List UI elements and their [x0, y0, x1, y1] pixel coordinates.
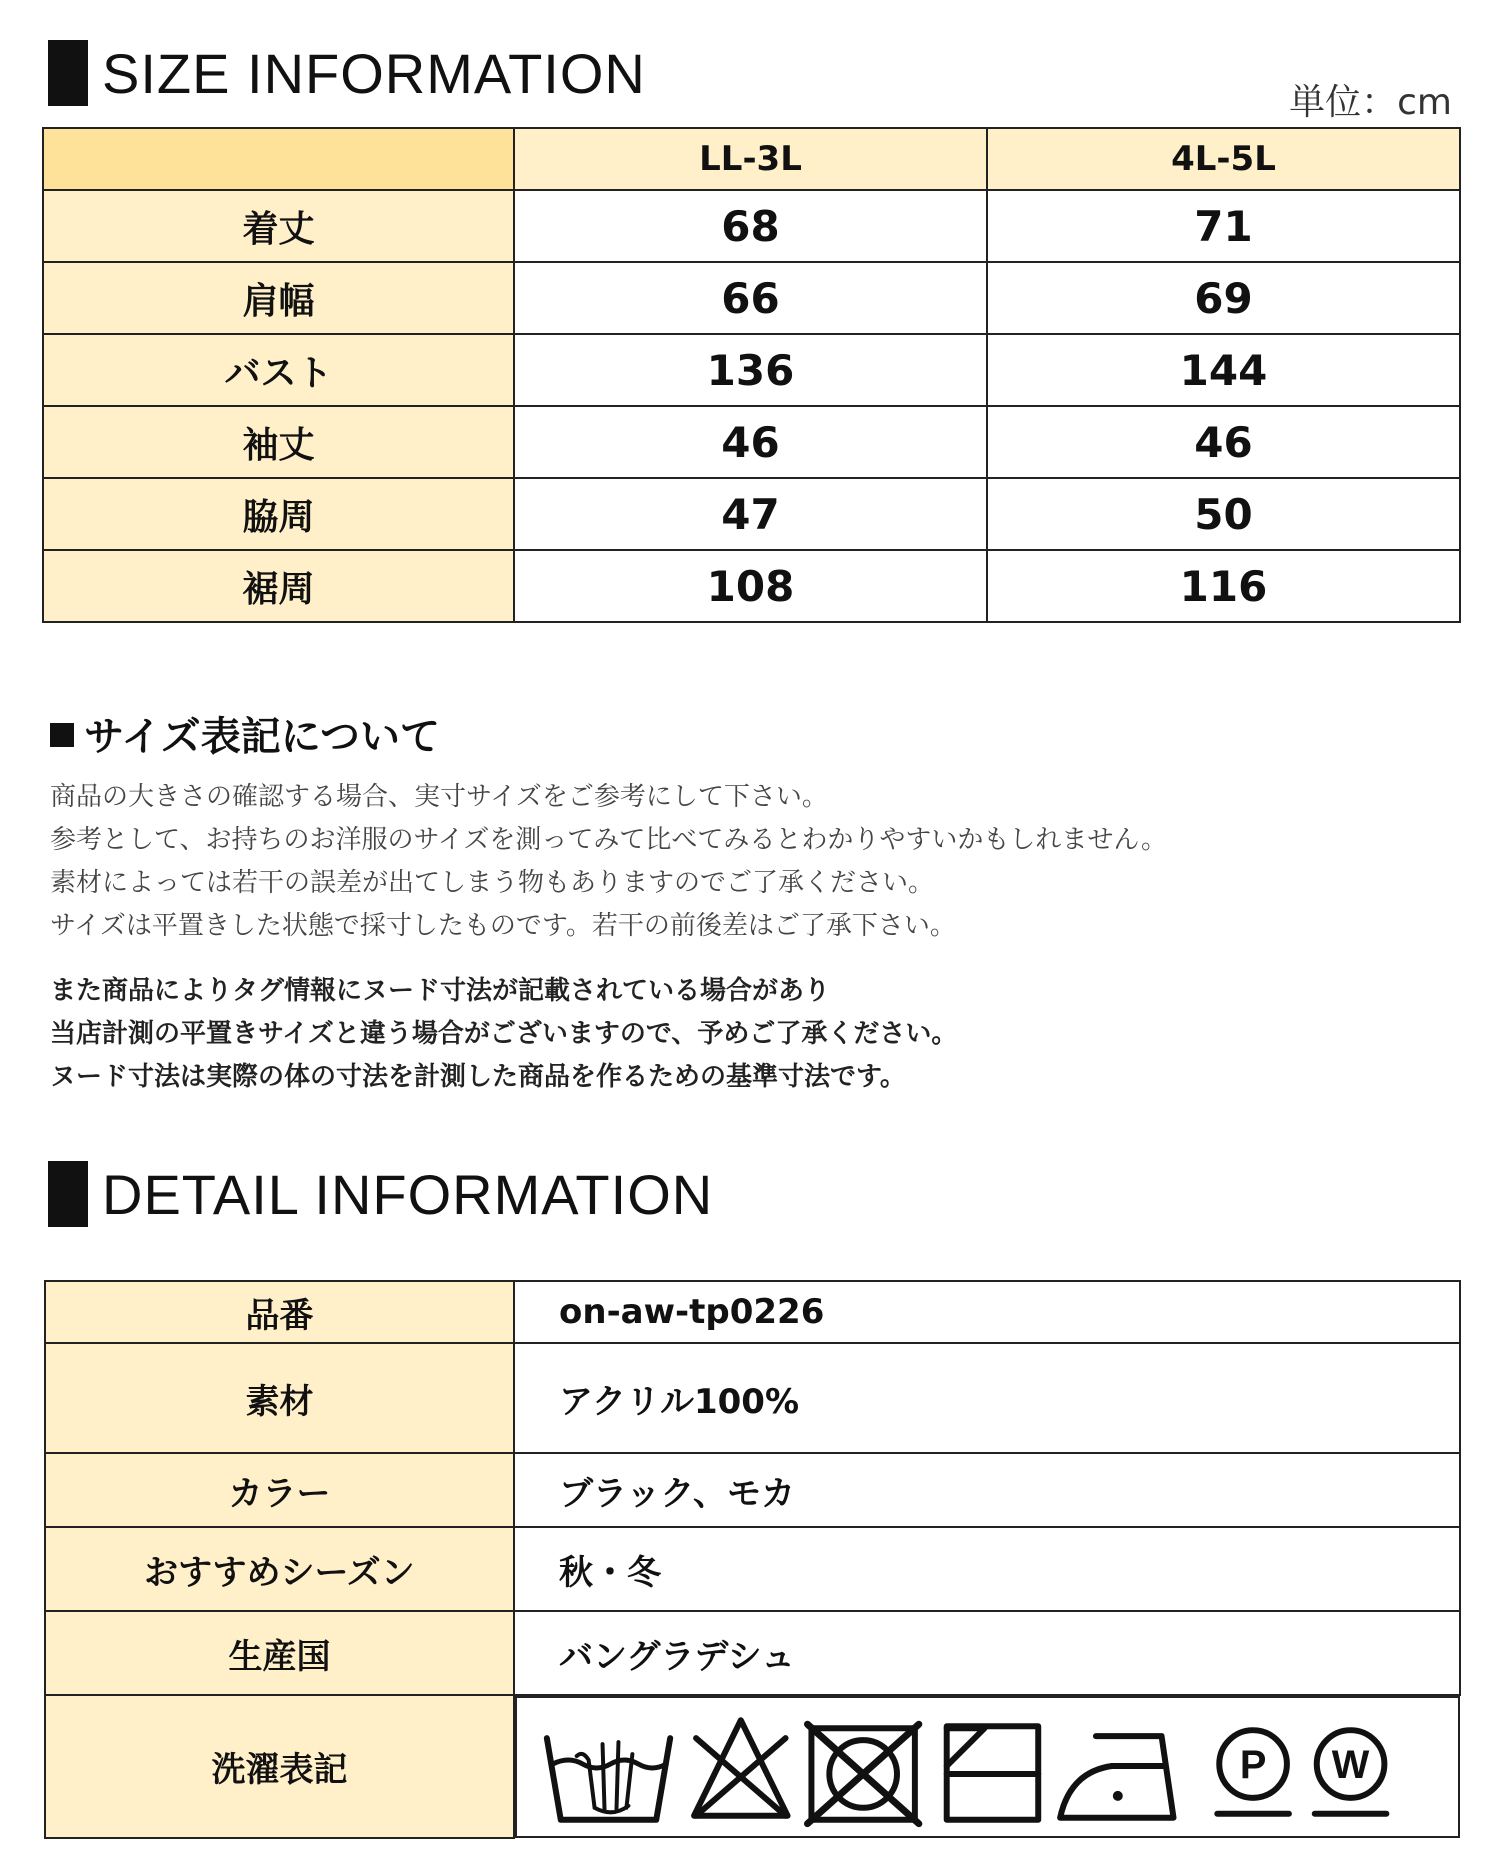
size-value: 144 [987, 334, 1460, 406]
size-value: 47 [514, 478, 987, 550]
table-row [45, 1695, 1460, 1838]
size-column-header: 4L-5L [987, 128, 1460, 190]
note-line: 参考として、お持ちのお洋服のサイズを測ってみて比べてみるとわかりやすいかもしれません。 [50, 825, 1167, 855]
table-row [43, 478, 1460, 550]
row-label: 品番 [45, 1281, 514, 1343]
size-value: 108 [514, 550, 987, 622]
iron-dot-icon [1113, 1791, 1123, 1801]
row-label: 脇周 [43, 478, 514, 550]
notes-title [50, 705, 1450, 762]
material-value: アクリル100% [514, 1343, 1460, 1453]
nude-size-notes [50, 970, 1450, 1099]
detail-section-heading [48, 1161, 713, 1227]
note-line: 商品の大きさの確認する場合、実寸サイズをご参考にして下さい。 [50, 782, 828, 812]
country-value: バングラデシュ [514, 1611, 1460, 1695]
unit-label: 単位：cm [1289, 82, 1452, 123]
season-value: 秋・冬 [514, 1527, 1460, 1611]
care-icons [515, 1696, 1460, 1838]
size-value: 136 [514, 334, 987, 406]
row-label: 素材 [45, 1343, 514, 1453]
size-value: 116 [987, 550, 1460, 622]
size-value: 46 [514, 406, 987, 478]
size-value: 71 [987, 190, 1460, 262]
size-table-header [43, 128, 1460, 190]
detail-table [44, 1280, 1461, 1839]
size-value: 46 [987, 406, 1460, 478]
size-value: 68 [514, 190, 987, 262]
row-label: 着丈 [43, 190, 514, 262]
size-heading-title: SIZE INFORMATION [102, 41, 646, 105]
row-label: 袖丈 [43, 406, 514, 478]
dry-clean-p-letter: P [1239, 1742, 1267, 1787]
wet-clean-w-letter: W [1331, 1742, 1370, 1787]
product-number-value: on-aw-tp0226 [514, 1281, 1460, 1343]
heading-bar [48, 40, 88, 106]
table-row [43, 190, 1460, 262]
note-line: 素材によっては若干の誤差が出てしまう物もありますのでご了承ください。 [50, 868, 935, 898]
note-line: サイズは平置きした状態で採寸したものです。若干の前後差はご了承下さい。 [50, 911, 956, 941]
table-row [45, 1611, 1460, 1695]
size-value: 66 [514, 262, 987, 334]
row-label: 肩幅 [43, 262, 514, 334]
notes-title-text: サイズ表記について [84, 714, 440, 760]
size-section-heading [48, 40, 646, 106]
size-notes [50, 705, 1450, 1099]
size-value: 69 [987, 262, 1460, 334]
table-row [45, 1343, 1460, 1453]
iron-low-icon [1060, 1736, 1173, 1818]
heading-bar [48, 1161, 88, 1227]
row-label: カラー [45, 1453, 514, 1527]
table-row [45, 1527, 1460, 1611]
note-bold-line: ヌード寸法は実際の体の寸法を計測した商品を作るための基準寸法です。 [50, 1062, 906, 1092]
row-label: おすすめシーズン [45, 1527, 514, 1611]
corner-cell [43, 128, 514, 190]
row-label: 裾周 [43, 550, 514, 622]
table-row [43, 262, 1460, 334]
detail-heading-title: DETAIL INFORMATION [102, 1162, 714, 1226]
size-table [42, 127, 1461, 623]
hand-wash-icon [547, 1738, 670, 1820]
table-row [43, 406, 1460, 478]
care-symbols [517, 1698, 1458, 1836]
no-bleach-icon [694, 1720, 788, 1815]
table-row [45, 1453, 1460, 1527]
square-bullet-icon [50, 723, 74, 747]
size-column-header: LL-3L [514, 128, 987, 190]
table-row [43, 334, 1460, 406]
row-label: バスト [43, 334, 514, 406]
color-value: ブラック、モカ [514, 1453, 1460, 1527]
row-label: 洗濯表記 [45, 1695, 514, 1838]
flat-dry-shade-icon [947, 1726, 1039, 1820]
no-tumble-dry-icon [807, 1724, 918, 1823]
size-value: 50 [987, 478, 1460, 550]
table-row [45, 1281, 1460, 1343]
note-bold-line: また商品によりタグ情報にヌード寸法が記載されている場合があり [50, 976, 831, 1006]
row-label: 生産国 [45, 1611, 514, 1695]
note-bold-line: 当店計測の平置きサイズと違う場合がございますので、予めご了承ください。 [50, 1019, 958, 1049]
table-row [43, 550, 1460, 622]
